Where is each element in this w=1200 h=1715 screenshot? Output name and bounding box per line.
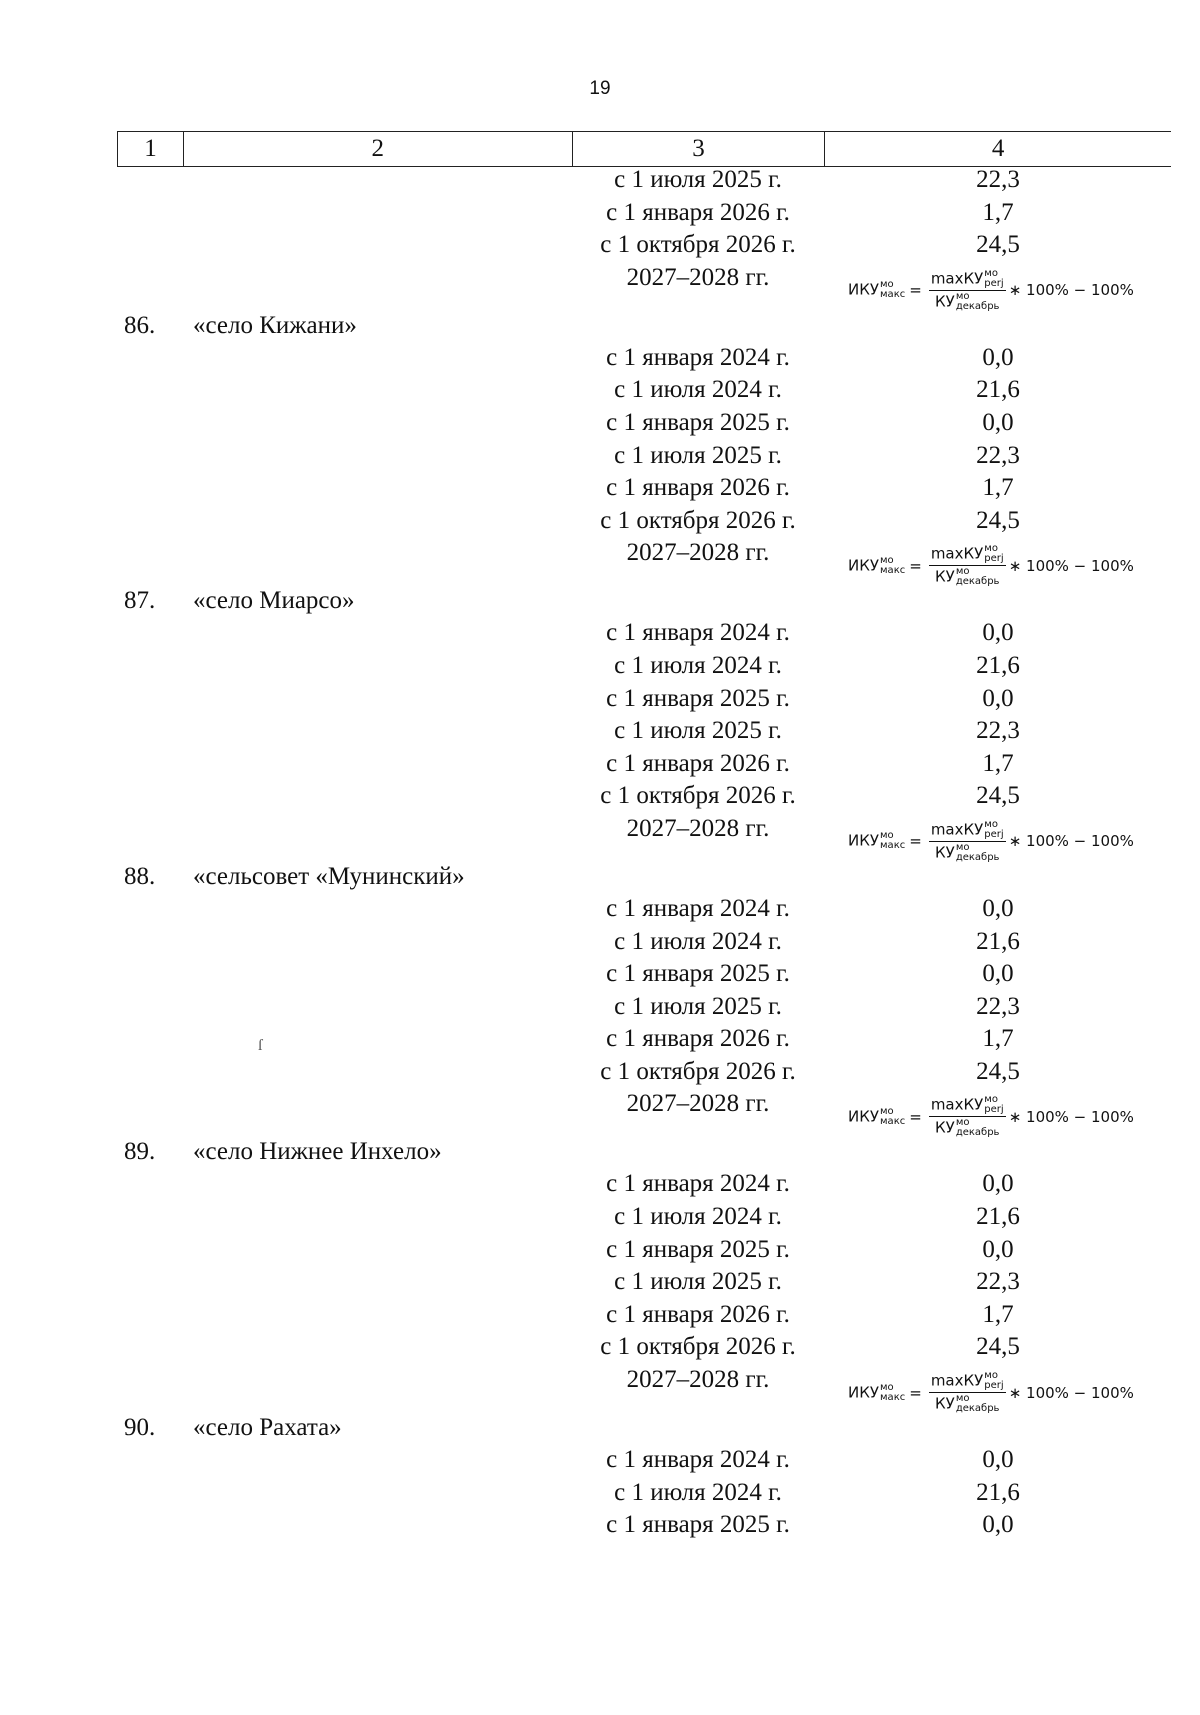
formula-row [0, 263, 1200, 310]
entity-row [0, 1136, 1200, 1169]
period-label: с 1 января 2026 г. [606, 1300, 790, 1328]
period-value: 0,0 [982, 408, 1014, 436]
formula-den-scripts [956, 567, 1000, 587]
formula-numerator [929, 1095, 1006, 1117]
period-value: 22,3 [976, 717, 1020, 745]
period-value: 0,0 [982, 619, 1014, 647]
period-label: с 1 июля 2025 г. [614, 717, 782, 745]
entity-row [0, 585, 1200, 618]
formula-lhs-sub: макс [880, 564, 906, 576]
formula-lhs-scripts [880, 1383, 905, 1403]
formula-row [0, 814, 1200, 861]
formula-den-sup: мо [955, 1117, 970, 1129]
period-value: 1,7 [982, 749, 1014, 777]
period-row [0, 1235, 1200, 1268]
period-row [0, 749, 1200, 782]
period-label: с 1 января 2026 г. [606, 474, 790, 502]
period-label: с 1 июля 2024 г. [614, 651, 782, 679]
formula-lhs-scripts [880, 280, 905, 300]
formula-num-base: maxКУ [930, 1371, 984, 1390]
formula-denominator [933, 291, 1001, 312]
period-label: с 1 октября 2026 г. [600, 1057, 796, 1085]
period-row [0, 441, 1200, 474]
period-label: с 1 января 2026 г. [606, 1025, 790, 1053]
formula-num-sup: мо [984, 267, 998, 279]
formula-lhs-base: ИКУ [848, 1383, 880, 1402]
period-label: с 1 января 2024 г. [606, 343, 790, 371]
formula-den-sub: декабрь [955, 576, 1000, 588]
page-number: 19 [589, 78, 611, 99]
period-label: с 1 октября 2026 г. [600, 782, 796, 810]
period-value: 0,0 [982, 1235, 1014, 1263]
formula [848, 1371, 1134, 1414]
period-label: с 1 июля 2024 г. [614, 376, 782, 404]
formula-numerator [929, 269, 1006, 291]
formula-lhs-sub: макс [880, 1115, 906, 1127]
formula-den-scripts [956, 1118, 1000, 1138]
period-row [0, 198, 1200, 231]
period-row [0, 230, 1200, 263]
formula-lhs-sub: макс [880, 1391, 906, 1403]
entity-number: 89. [124, 1138, 156, 1166]
period-label: с 1 января 2024 г. [606, 894, 790, 922]
formula-lhs-sub: макс [880, 840, 906, 852]
formula-denominator [933, 1117, 1001, 1138]
formula-numerator [929, 544, 1006, 566]
period-row [0, 894, 1200, 927]
period-row [0, 408, 1200, 441]
formula [848, 1095, 1134, 1138]
period-value: 22,3 [976, 441, 1020, 469]
period-row [0, 1202, 1200, 1235]
formula-fraction [929, 1095, 1006, 1138]
period-row [0, 1445, 1200, 1478]
formula-den-sup: мо [955, 841, 970, 853]
formula-equals: = [909, 1107, 922, 1126]
period-value: 0,0 [982, 1511, 1014, 1539]
formula-tail: ∗ 100% − 100% [1008, 1383, 1134, 1402]
formula-num-base: maxКУ [930, 269, 984, 288]
formula-equals: = [909, 1383, 922, 1402]
period-row [0, 506, 1200, 539]
period-label: с 1 октября 2026 г. [600, 1333, 796, 1361]
period-label: с 1 июля 2025 г. [614, 441, 782, 469]
period-value: 1,7 [982, 1300, 1014, 1328]
period-label: 2027–2028 гг. [626, 1366, 770, 1394]
formula-numerator [929, 820, 1006, 842]
period-row [0, 927, 1200, 960]
formula-num-sup: мо [984, 1094, 998, 1106]
formula-num-scripts [984, 1095, 1003, 1115]
period-row [0, 684, 1200, 717]
formula-lhs [848, 280, 905, 300]
period-label: с 1 января 2025 г. [606, 1235, 790, 1263]
period-label: с 1 октября 2026 г. [600, 231, 796, 259]
period-label: 2027–2028 гг. [626, 539, 770, 567]
period-row [0, 781, 1200, 814]
formula-den-sup: мо [955, 290, 970, 302]
period-value: 21,6 [976, 1203, 1020, 1231]
period-label: 2027–2028 гг. [626, 263, 770, 291]
formula-lhs-base: ИКУ [848, 280, 880, 299]
formula-lhs-scripts [880, 831, 905, 851]
formula-denominator [933, 1393, 1001, 1414]
formula-lhs [848, 1383, 905, 1403]
entity-number: 88. [124, 862, 156, 890]
period-label: с 1 июля 2025 г. [614, 992, 782, 1020]
formula-tail: ∗ 100% − 100% [1008, 1107, 1134, 1126]
period-label: с 1 января 2025 г. [606, 960, 790, 988]
period-label: с 1 июля 2024 г. [614, 927, 782, 955]
formula-den-sub: декабрь [955, 300, 1000, 312]
period-value: 24,5 [976, 506, 1020, 534]
period-row [0, 992, 1200, 1025]
table-body [0, 165, 1200, 1543]
period-row [0, 959, 1200, 992]
formula-row [0, 538, 1200, 588]
period-label: с 1 января 2025 г. [606, 408, 790, 436]
period-row [0, 1267, 1200, 1300]
formula-lhs-scripts [880, 556, 905, 576]
formula-num-base: maxКУ [930, 544, 984, 563]
formula-num-sup: мо [984, 818, 998, 830]
formula-row [0, 1089, 1200, 1139]
formula-num-scripts [984, 820, 1003, 840]
scan-mark: ſ [258, 1037, 263, 1054]
formula [848, 820, 1134, 863]
formula-num-scripts [984, 269, 1003, 289]
entity-name: «село Кижани» [193, 311, 357, 339]
period-value: 24,5 [976, 1057, 1020, 1085]
formula-den-scripts [956, 843, 1000, 863]
header-col-3: 3 [573, 132, 826, 166]
formula-den-sub: декабрь [955, 1127, 1000, 1139]
formula-num-sub: perj [984, 1380, 1004, 1392]
period-row [0, 1300, 1200, 1333]
formula-den-scripts [956, 292, 1000, 312]
period-label: с 1 июля 2025 г. [614, 1268, 782, 1296]
period-row [0, 651, 1200, 684]
formula-num-scripts [984, 1371, 1003, 1391]
formula-num-base: maxКУ [930, 1095, 984, 1114]
period-row [0, 375, 1200, 408]
period-label: с 1 января 2025 г. [606, 1511, 790, 1539]
formula-lhs-sup: мо [880, 554, 894, 566]
period-row [0, 716, 1200, 749]
period-label: 2027–2028 гг. [626, 814, 770, 842]
period-row [0, 1478, 1200, 1511]
period-value: 0,0 [982, 894, 1014, 922]
formula-lhs-base: ИКУ [848, 1107, 880, 1126]
period-label: с 1 января 2024 г. [606, 1446, 790, 1474]
period-value: 0,0 [982, 1446, 1014, 1474]
period-value: 22,3 [976, 992, 1020, 1020]
period-value: 0,0 [982, 1170, 1014, 1198]
formula-lhs-base: ИКУ [848, 556, 880, 575]
formula-num-scripts [984, 544, 1003, 564]
formula-lhs [848, 556, 905, 576]
period-row [0, 165, 1200, 198]
period-value: 22,3 [976, 166, 1020, 193]
formula-row [0, 1365, 1200, 1415]
period-label: с 1 октября 2026 г. [600, 506, 796, 534]
formula-fraction [929, 269, 1006, 312]
formula-den-base: КУ [935, 843, 955, 862]
period-label: с 1 января 2024 г. [606, 1170, 790, 1198]
period-value: 21,6 [976, 1478, 1020, 1506]
period-value: 1,7 [982, 1025, 1014, 1053]
formula-fraction [929, 1371, 1006, 1414]
entity-row [0, 310, 1200, 343]
formula-den-base: КУ [935, 567, 955, 586]
formula-denominator [933, 842, 1001, 863]
entity-number: 87. [124, 587, 156, 615]
formula-lhs-sub: макс [880, 289, 906, 301]
period-label: с 1 июля 2025 г. [614, 166, 782, 193]
table-header-row [117, 131, 1171, 167]
formula [848, 269, 1134, 312]
header-col-2: 2 [184, 132, 573, 166]
formula-den-scripts [956, 1394, 1000, 1414]
period-value: 1,7 [982, 198, 1014, 226]
period-row [0, 1024, 1200, 1057]
header-col-1: 1 [118, 132, 184, 166]
entity-name: «сельсовет «Мунинский» [193, 862, 465, 890]
formula-lhs-sup: мо [880, 1105, 894, 1117]
formula-tail: ∗ 100% − 100% [1008, 832, 1134, 851]
entity-name: «село Нижнее Инхело» [193, 1138, 442, 1166]
formula-tail: ∗ 100% − 100% [1008, 281, 1134, 300]
formula-lhs-sup: мо [880, 1381, 894, 1393]
period-value: 24,5 [976, 782, 1020, 810]
entity-number: 90. [124, 1414, 156, 1442]
period-value: 0,0 [982, 960, 1014, 988]
period-value: 21,6 [976, 376, 1020, 404]
formula-lhs-scripts [880, 1107, 905, 1127]
formula-num-sup: мо [984, 1370, 998, 1382]
entity-name: «село Миарсо» [193, 587, 355, 615]
formula-den-sub: декабрь [955, 1403, 1000, 1415]
period-label: с 1 января 2024 г. [606, 619, 790, 647]
formula-den-sup: мо [955, 566, 970, 578]
formula-lhs [848, 831, 905, 851]
period-value: 22,3 [976, 1268, 1020, 1296]
period-label: с 1 января 2026 г. [606, 749, 790, 777]
formula-den-base: КУ [935, 1394, 955, 1413]
period-value: 0,0 [982, 343, 1014, 371]
entity-name: «село Рахата» [193, 1414, 342, 1442]
period-value: 24,5 [976, 231, 1020, 259]
formula-den-sub: декабрь [955, 851, 1000, 863]
formula-tail: ∗ 100% − 100% [1008, 556, 1134, 575]
formula-lhs-sup: мо [880, 279, 894, 291]
formula-num-base: maxКУ [930, 820, 984, 839]
period-value: 1,7 [982, 474, 1014, 502]
formula-den-base: КУ [935, 292, 955, 311]
period-row [0, 1169, 1200, 1202]
period-row [0, 1332, 1200, 1365]
period-row [0, 473, 1200, 506]
header-col-4: 4 [991, 135, 1005, 162]
period-label: 2027–2028 гг. [626, 1090, 770, 1118]
formula-den-sup: мо [955, 1393, 970, 1405]
period-row [0, 343, 1200, 376]
period-label: с 1 января 2026 г. [606, 198, 790, 226]
formula-fraction [929, 544, 1006, 587]
period-value: 21,6 [976, 651, 1020, 679]
formula-num-sup: мо [984, 543, 998, 555]
period-value: 21,6 [976, 927, 1020, 955]
formula-den-base: КУ [935, 1118, 955, 1137]
formula-num-sub: perj [984, 553, 1004, 565]
formula-lhs [848, 1107, 905, 1127]
formula-num-sub: perj [984, 277, 1004, 289]
period-label: с 1 января 2025 г. [606, 684, 790, 712]
period-row [0, 1510, 1200, 1543]
formula-equals: = [909, 832, 922, 851]
formula-lhs-sup: мо [880, 830, 894, 842]
formula-denominator [933, 566, 1001, 587]
formula-num-sub: perj [984, 1104, 1004, 1116]
entity-row [0, 1412, 1200, 1445]
formula-lhs-base: ИКУ [848, 831, 880, 850]
formula-equals: = [909, 281, 922, 300]
formula-fraction [929, 820, 1006, 863]
formula-numerator [929, 1371, 1006, 1393]
period-row [0, 618, 1200, 651]
period-label: с 1 июля 2024 г. [614, 1203, 782, 1231]
formula-equals: = [909, 556, 922, 575]
period-value: 0,0 [982, 684, 1014, 712]
period-label: с 1 июля 2024 г. [614, 1478, 782, 1506]
period-row [0, 1057, 1200, 1090]
period-value: 24,5 [976, 1333, 1020, 1361]
entity-number: 86. [124, 311, 156, 339]
formula [848, 544, 1134, 587]
entity-row [0, 861, 1200, 894]
formula-num-sub: perj [984, 828, 1004, 840]
